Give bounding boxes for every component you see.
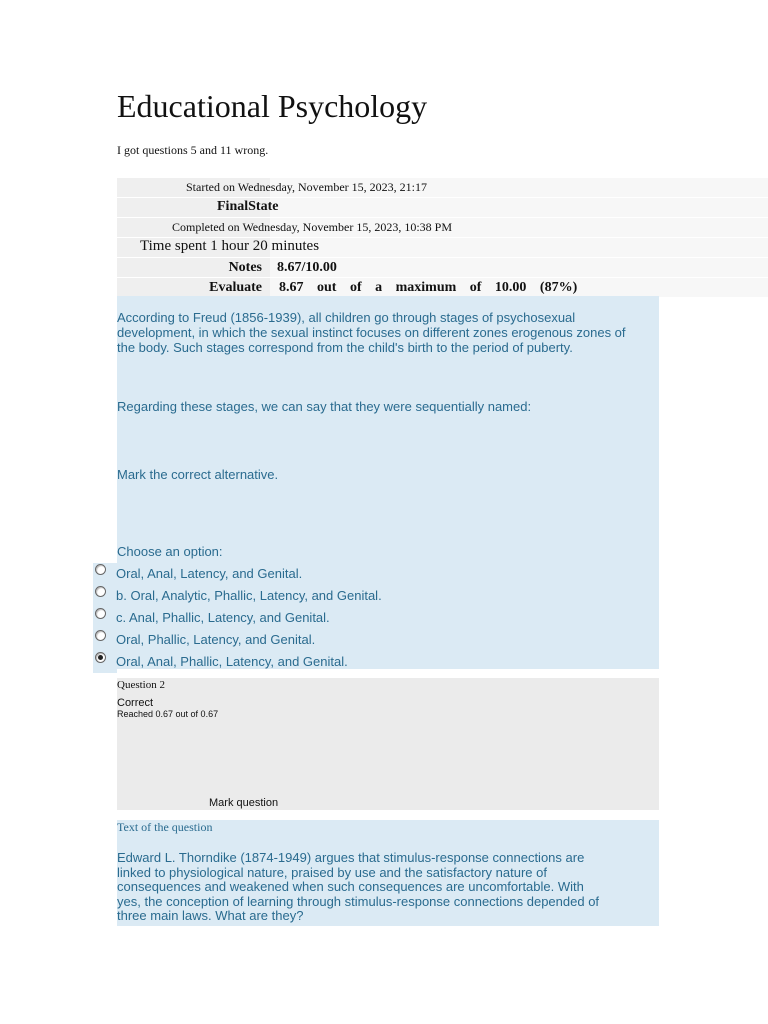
question-2-content xyxy=(117,820,659,926)
summary-row-state xyxy=(117,198,768,218)
notes-label: Notes xyxy=(228,260,262,275)
time-spent-text: Time spent 1 hour 20 minutes xyxy=(140,238,320,254)
radio-option-d[interactable] xyxy=(95,630,106,641)
question-2-info xyxy=(117,678,659,810)
option-label-c[interactable]: c. Anal, Phallic, Latency, and Genital. xyxy=(116,610,330,625)
option-label-a[interactable]: Oral, Anal, Latency, and Genital. xyxy=(116,566,303,581)
radio-option-c[interactable] xyxy=(95,608,106,619)
question-text-heading: Text of the question xyxy=(117,820,213,834)
option-label-d[interactable]: Oral, Phallic, Latency, and Genital. xyxy=(116,632,316,647)
summary-row-started xyxy=(117,178,768,198)
question-2-text: Edward L. Thorndike (1874-1949) argues that stimulus-response connections are linked to physiological nature, praised by use and the satisfactory nature of consequences and weakened when such consequences are uncomfortable. With yes, the conception of learning through stimulus-response connections depended of three main laws. What are they? xyxy=(117,850,600,923)
option-label-b[interactable]: b. Oral, Analytic, Phallic, Latency, and Genital. xyxy=(116,588,382,603)
option-label-e[interactable]: Oral, Anal, Phallic, Latency, and Genital. xyxy=(116,654,348,669)
question-instruction: Mark the correct alternative. xyxy=(117,467,279,482)
page-title: Educational Psychology xyxy=(117,88,428,124)
evaluate-value: 8.67 out of a maximum of 10.00 (87%) xyxy=(279,280,578,295)
radio-option-b[interactable] xyxy=(95,586,106,597)
evaluate-label: Evaluate xyxy=(209,280,262,295)
note-text: I got questions 5 and 11 wrong. xyxy=(117,143,269,157)
choose-option-label: Choose an option: xyxy=(117,544,223,559)
attempt-summary-table xyxy=(117,178,768,298)
radio-option-a[interactable] xyxy=(95,564,106,575)
radio-option-e[interactable] xyxy=(95,652,106,663)
started-text: Started on Wednesday, November 15, 2023, 21:17 xyxy=(186,180,427,194)
question-state: Correct xyxy=(117,697,154,709)
notes-value: 8.67/10.00 xyxy=(277,260,337,275)
summary-row-completed xyxy=(117,218,768,238)
question-statement: Regarding these stages, we can say that they were sequentially named: xyxy=(117,399,532,414)
mark-question-link[interactable]: Mark question xyxy=(209,797,279,809)
completed-text: Completed on Wednesday, November 15, 2023, 10:38 PM xyxy=(172,220,453,234)
question-intro: According to Freud (1856-1939), all children go through stages of psychosexual development, in which the sexual instinct focuses on different zones erogenous zones of the body. Such stages correspond from the child's birth to the period of puberty. xyxy=(117,310,626,355)
summary-row-notes xyxy=(117,258,768,278)
question-grade: Reached 0.67 out of 0.67 xyxy=(117,709,219,719)
summary-row-time xyxy=(117,238,768,258)
question-number: Question 2 xyxy=(117,679,165,691)
summary-row-evaluate xyxy=(117,278,768,298)
state-text: FinalState xyxy=(217,199,279,214)
